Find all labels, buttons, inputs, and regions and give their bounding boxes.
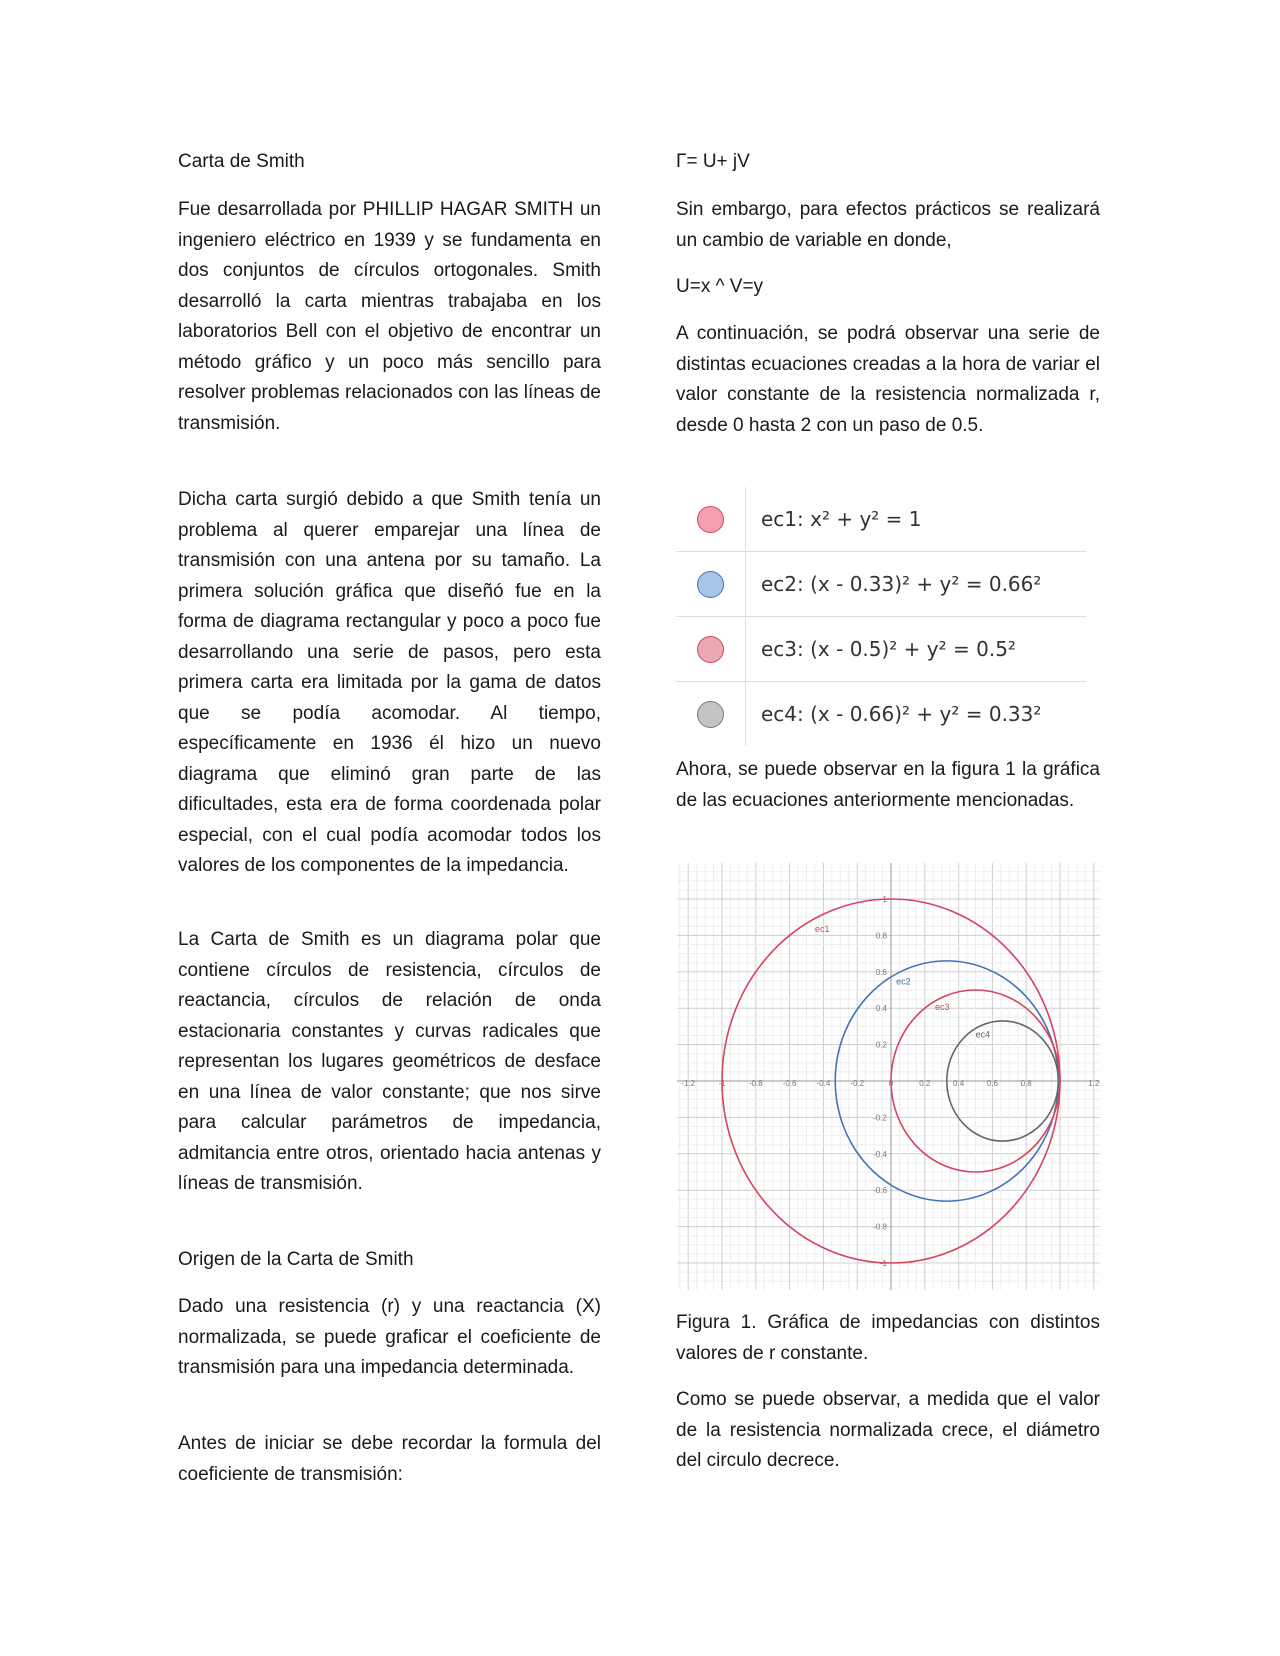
figure-caption: Figura 1. Gráfica de impedancias con distintos valores de r constante.	[676, 1312, 1100, 1364]
curve-label-ec4: ec4	[975, 1029, 991, 1040]
paragraph: Antes de iniciar se debe recordar la formula del coeficiente de transmisión:	[178, 1433, 601, 1485]
y-tick-label: 0.6	[875, 967, 887, 977]
color-dot-icon[interactable]	[697, 571, 724, 598]
x-tick-label: 0.4	[953, 1079, 965, 1088]
equation-label: ec2: (x - 0.33)² + y² = 0.66²	[761, 572, 1042, 596]
paragraph: Dado una resistencia (r) y una reactancia (X) normalizada, se puede graficar el coeficiente de transmisión para una impedancia determinada.	[178, 1296, 601, 1378]
x-tick-label: 0.6	[986, 1079, 998, 1088]
paragraph: A continuación, se podrá observar una serie de distintas ecuaciones creadas a la hora de variar el valor constante de la resistencia normalizada r, desde 0 hasta 2 con un paso de 0.5.	[676, 323, 1100, 436]
curve-label-ec3: ec3	[934, 1002, 950, 1013]
x-tick-label: -0.2	[850, 1079, 865, 1088]
formula: Γ= U+ jV	[676, 151, 750, 172]
x-tick-label: 1.2	[1088, 1079, 1100, 1088]
paragraph: Fue desarrollada por PHILLIP HAGAR SMITH un ingeniero eléctrico en 1939 y se fundamenta en dos conjuntos de círculos ortogonales. Smith desarrolló la carta mientras trabajaba en los laboratorios Bell con el objetivo de encontrar un método gráfico y un poco más sencillo para resolver problemas relacionados con las líneas de transmisión.	[178, 199, 601, 434]
equation-label: ec3: (x - 0.5)² + y² = 0.5²	[761, 637, 1016, 661]
equation-row	[676, 552, 1086, 617]
y-tick-label: -0.4	[873, 1149, 887, 1159]
y-tick-label: 0.8	[875, 931, 887, 941]
paragraph: Como se puede observar, a medida que el valor de la resistencia normalizada crece, el diámetro del circulo decrece.	[676, 1389, 1100, 1471]
section-heading: Origen de la Carta de Smith	[178, 1249, 414, 1270]
impedance-graph	[677, 863, 1100, 1290]
x-tick-label: 0	[888, 1079, 894, 1088]
x-tick-label: -1	[718, 1079, 726, 1088]
paragraph: Sin embargo, para efectos prácticos se realizará un cambio de variable en donde,	[676, 199, 1100, 251]
equation-row	[676, 487, 1086, 552]
equation-label: ec1: x² + y² = 1	[761, 507, 922, 531]
y-tick-label: 0.2	[875, 1040, 887, 1050]
color-dot-icon[interactable]	[697, 636, 724, 663]
curve-label-ec2: ec2	[896, 976, 911, 987]
y-tick-label: 0.4	[875, 1004, 887, 1014]
equation-row	[676, 682, 1086, 746]
x-tick-label: 0.2	[919, 1079, 931, 1088]
paragraph: Dicha carta surgió debido a que Smith tenía un problema al querer emparejar una línea de transmisión con una antena por su tamaño. La primera solución gráfica que diseñó fue en la forma de diagrama rectangular y poco a poco fue desarrollando una serie de pasos, pero esta primera carta era limitada por la gama de datos que se podía acomodar. Al tiempo, específicamente en 1936 él hizo un nuevo diagrama que eliminó gran parte de las dificultades, esta era de forma coordenada polar especial, con el cual podía acomodar todos los valores de los componentes de la impedancia.	[178, 489, 601, 876]
x-tick-label: -0.4	[816, 1079, 831, 1088]
curve-label-ec1: ec1	[814, 923, 830, 934]
color-dot-icon[interactable]	[697, 701, 724, 728]
x-tick-label: -0.6	[782, 1079, 797, 1088]
y-tick-label: 1	[882, 895, 887, 904]
x-tick-label: -1.2	[681, 1079, 696, 1088]
y-tick-label: -1	[879, 1259, 887, 1268]
equation-label: ec4: (x - 0.66)² + y² = 0.33²	[761, 702, 1042, 726]
equation-table	[676, 487, 1086, 746]
paragraph: La Carta de Smith es un diagrama polar que contiene círculos de resistencia, círculos de reactancia, círculos de relación de onda estacionaria constantes y curvas radicales que representan los lugares geométricos de desface en una línea de valor constante; que nos sirve para calcular parámetros de impedancia, admitancia entre otros, orientado hacia antenas y líneas de transmisión.	[178, 929, 601, 1194]
x-tick-label: 0.8	[1020, 1079, 1032, 1088]
color-dot-icon[interactable]	[697, 506, 724, 533]
section-title: Carta de Smith	[178, 151, 305, 172]
y-tick-label: -0.8	[873, 1222, 887, 1232]
paragraph: Ahora, se puede observar en la figura 1 la gráfica de las ecuaciones anteriormente mencionadas.	[676, 759, 1100, 811]
y-tick-label: -0.6	[873, 1186, 887, 1196]
substitution: U=x ^ V=y	[676, 276, 764, 297]
equation-row	[676, 617, 1086, 682]
y-tick-label: -0.2	[873, 1113, 887, 1123]
x-tick-label: -0.8	[748, 1079, 763, 1088]
